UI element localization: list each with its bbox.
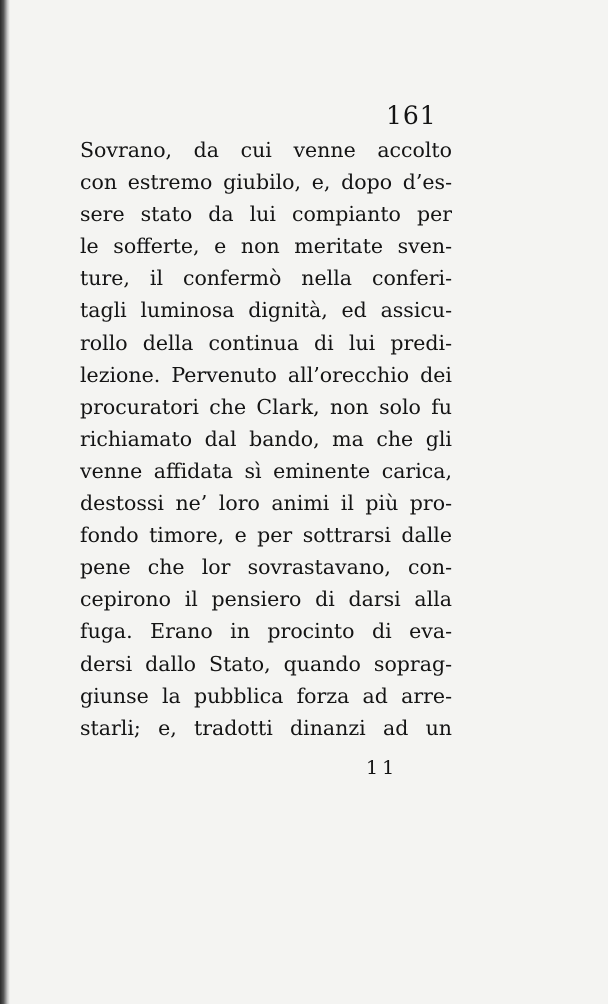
text-line: richiamato dal bando, ma che gli — [80, 426, 452, 451]
text-line: pene che lor sovrastavano, con- — [80, 555, 452, 580]
text-line: procuratori che Clark, non solo fu — [80, 394, 452, 419]
text-line: dersi dallo Stato, quando soprag- — [80, 651, 452, 676]
text-line: giunse la pubblica forza ad arre- — [80, 683, 452, 708]
text-line: lezione. Pervenuto all’orecchio dei — [80, 362, 452, 387]
text-line: venne affidata sì eminente carica, — [80, 458, 452, 483]
text-line: con estremo giubilo, e, dopo d’es- — [80, 170, 452, 195]
body-text — [80, 134, 452, 744]
text-line: cepirono il pensiero di darsi alla — [80, 587, 452, 612]
page-binding-edge — [0, 0, 10, 1004]
text-line: Sovrano, da cui venne accolto — [80, 138, 452, 162]
text-line: fuga. Erano in procinto di eva- — [80, 619, 452, 644]
signature-mark: 11 — [366, 757, 399, 779]
text-line: starli; e, tradotti dinanzi ad un — [80, 715, 452, 740]
text-line: fondo timore, e per sottrarsi dalle — [80, 523, 452, 548]
text-line: ture, il confermò nella conferi- — [80, 266, 452, 291]
text-line: destossi ne’ loro animi il più pro- — [80, 491, 452, 516]
text-line: rollo della continua di lui predi- — [80, 330, 452, 355]
text-line: sere stato da lui compianto per — [80, 202, 452, 227]
page-number: 161 — [386, 101, 437, 130]
text-line: le sofferte, e non meritate sven- — [80, 234, 452, 259]
text-line: tagli luminosa dignità, ed assicu- — [80, 298, 452, 323]
